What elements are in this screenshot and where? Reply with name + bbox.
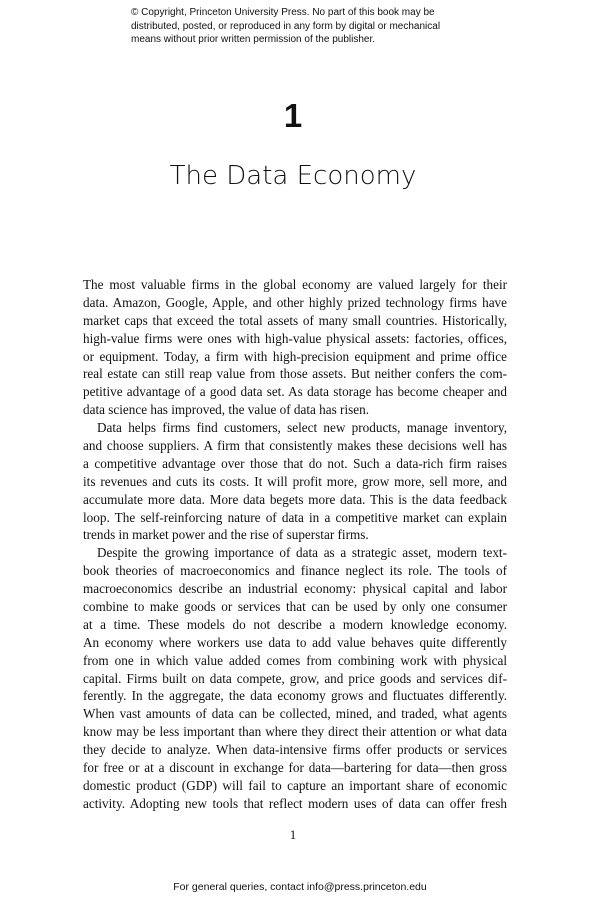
text-line: loop. The self-reinforcing nature of data in a competitive market can explain (83, 509, 507, 525)
text-line: book theories of macroeconomics and finance neglect its role. The tools of (83, 563, 507, 579)
page-number: 1 (289, 827, 297, 842)
copyright-line: distributed, posted, or reproduced in any form by digital or mechanical (131, 20, 441, 32)
footer-contact: For general queries, contact info@press.princeton.edu (173, 881, 427, 893)
copyright-line: means without prior written permission of the publisher. (131, 34, 376, 45)
text-line: activity. Adopting new tools that reflect modern uses of data can offer fresh (83, 795, 507, 811)
copyright-line: © Copyright, Princeton University Press. No part of this book may be (131, 7, 435, 18)
text-line: domestic product (GDP) will fail to capture an important share of economic (83, 777, 507, 793)
text-line: know may be less important than where they direct their attention or what data (83, 724, 507, 740)
text-line: combine to make goods or services that can be used by only one consumer (83, 599, 507, 615)
text-line: ferently. In the aggregate, the data economy grows and fluctuates differently. (83, 688, 507, 704)
text-line: When vast amounts of data can be collected, mined, and traded, what agents (83, 706, 507, 722)
body-text (83, 276, 507, 813)
text-line: its revenues and cuts its costs. It will profit more, grow more, sell more, and (83, 473, 507, 489)
chapter-title: The Data Economy (169, 161, 417, 191)
text-line: a competitive advantage over those that do not. Such a data-rich firm raises (83, 455, 507, 471)
text-line: macroeconomics describe an industrial economy: physical capital and labor (83, 581, 507, 597)
text-line: accumulate more data. More data begets more data. This is the data feedback (83, 491, 507, 507)
text-line: Data helps firms find customers, select new products, manage inventory, (97, 420, 507, 436)
chapter-number: 1 (283, 97, 303, 134)
text-line: and choose suppliers. A firm that consistently makes these decisions well has (83, 438, 507, 454)
text-line: petitive advantage of a good data set. As data storage has become cheaper and (83, 384, 507, 400)
text-line: Despite the growing importance of data as a strategic asset, modern text- (97, 545, 507, 561)
text-line: from one in which value added comes from combining work with physical (83, 652, 507, 668)
text-line: trends in market power and the rise of superstar firms. (83, 527, 369, 543)
text-line: capital. Firms built on data compete, grow, and price goods and services dif- (83, 670, 507, 686)
text-line: The most valuable firms in the global economy are valued largely for their (83, 277, 507, 292)
text-line: at a time. These models do not describe a modern knowledge economy. (83, 616, 507, 632)
text-line: for free or at a discount in exchange for data—bartering for data—then gross (83, 760, 507, 776)
text-line: market caps that exceed the total assets of many small countries. Historically, (83, 312, 507, 328)
text-line: or equipment. Today, a firm with high-precision equipment and prime office (83, 348, 507, 364)
text-line: An economy where workers use data to add value behaves quite differently (83, 634, 507, 650)
text-line: data science has improved, the value of data has risen. (83, 402, 369, 418)
copyright-notice (131, 6, 471, 47)
text-line: high-value firms were ones with high-value physical assets: factories, offices, (83, 330, 507, 346)
text-line: real estate can still reap value from those assets. But neither confers the com- (83, 366, 507, 382)
text-line: data. Amazon, Google, Apple, and other highly prized technology firms have (83, 294, 507, 310)
text-line: they decide to analyze. When data-intensive firms offer products or services (83, 742, 507, 758)
